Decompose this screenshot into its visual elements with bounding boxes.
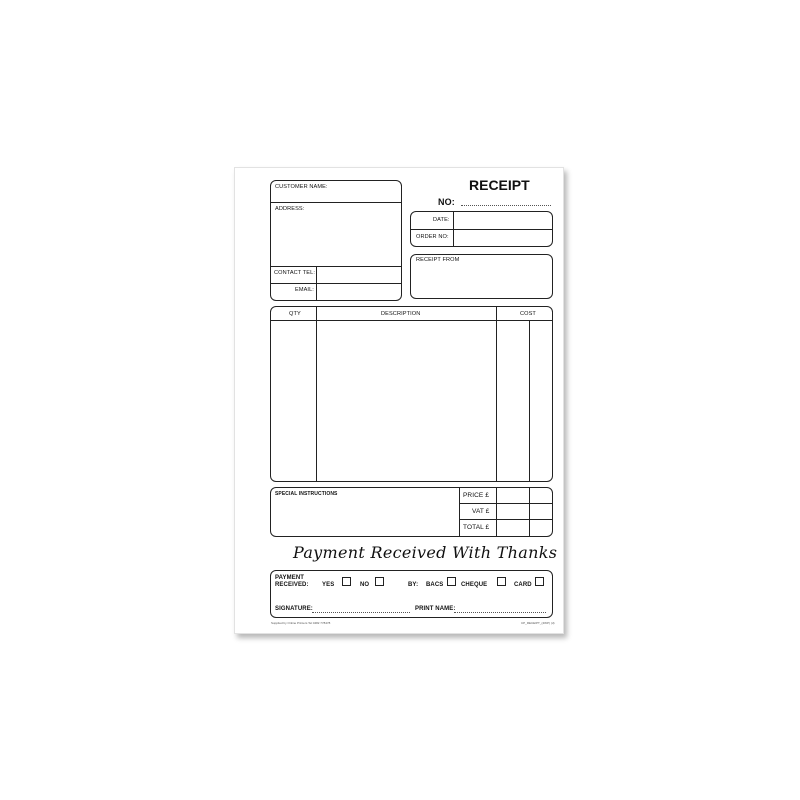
divider [496, 488, 497, 536]
divider [316, 307, 317, 481]
divider [459, 488, 460, 536]
bacs-checkbox[interactable] [447, 577, 456, 586]
card-label: CARD [514, 582, 532, 588]
receipt-no-label: NO: [438, 197, 455, 207]
thanks-message: Payment Received With Thanks [293, 543, 558, 562]
divider [529, 320, 530, 481]
divider [453, 212, 454, 246]
no-checkbox[interactable] [375, 577, 384, 586]
yes-label: YES [322, 582, 335, 588]
signature-label: SIGNATURE: [275, 606, 313, 612]
order-no-label: ORDER NO: [416, 234, 449, 240]
divider [271, 202, 401, 203]
email-label: EMAIL: [295, 287, 314, 293]
receipt-from-label: RECEIPT FROM [416, 257, 460, 263]
price-label: PRICE £ [463, 492, 489, 499]
by-label: BY: [408, 582, 419, 588]
divider [411, 229, 552, 230]
qty-header: QTY [289, 311, 301, 317]
cheque-label: CHEQUE [461, 582, 488, 588]
description-header: DESCRIPTION [381, 311, 421, 317]
vat-label: VAT £ [472, 508, 490, 515]
payment-box [270, 570, 553, 618]
totals-box [270, 487, 553, 537]
divider [459, 503, 552, 504]
cost-header: COST [520, 311, 536, 317]
received-label: RECEIVED: [275, 582, 309, 588]
special-instructions-label: SPECIAL INSTRUCTIONS [275, 491, 338, 497]
receipt-sheet [234, 167, 564, 634]
card-checkbox[interactable] [535, 577, 544, 586]
receipt-from-box [410, 254, 553, 299]
total-label: TOTAL £ [463, 524, 490, 531]
cheque-checkbox[interactable] [497, 577, 506, 586]
items-table [270, 306, 553, 482]
divider [316, 266, 317, 300]
divider [271, 283, 401, 284]
receipt-title: RECEIPT [469, 177, 530, 193]
contact-tel-label: CONTACT TEL: [274, 270, 315, 276]
customer-box [270, 180, 402, 301]
signature-field[interactable] [312, 612, 410, 613]
divider [271, 266, 401, 267]
divider [459, 519, 552, 520]
bacs-label: BACS [426, 582, 444, 588]
no-label: NO [360, 582, 370, 588]
address-label: ADDRESS: [275, 206, 305, 212]
footer-supplier: Supplied by Online Printers Tel 0482 778478 [271, 621, 331, 625]
print-name-field[interactable] [454, 612, 546, 613]
yes-checkbox[interactable] [342, 577, 351, 586]
divider [529, 488, 530, 536]
customer-name-label: CUSTOMER NAME: [275, 184, 328, 190]
divider [496, 307, 497, 481]
receipt-no-field[interactable] [461, 205, 551, 206]
footer-code: CP_RECEIPT_(4WP) (d) [521, 621, 555, 625]
print-name-label: PRINT NAME: [415, 606, 456, 612]
divider [271, 320, 552, 321]
payment-label: PAYMENT [275, 575, 305, 581]
date-order-box [410, 211, 553, 247]
date-label: DATE: [433, 217, 450, 223]
